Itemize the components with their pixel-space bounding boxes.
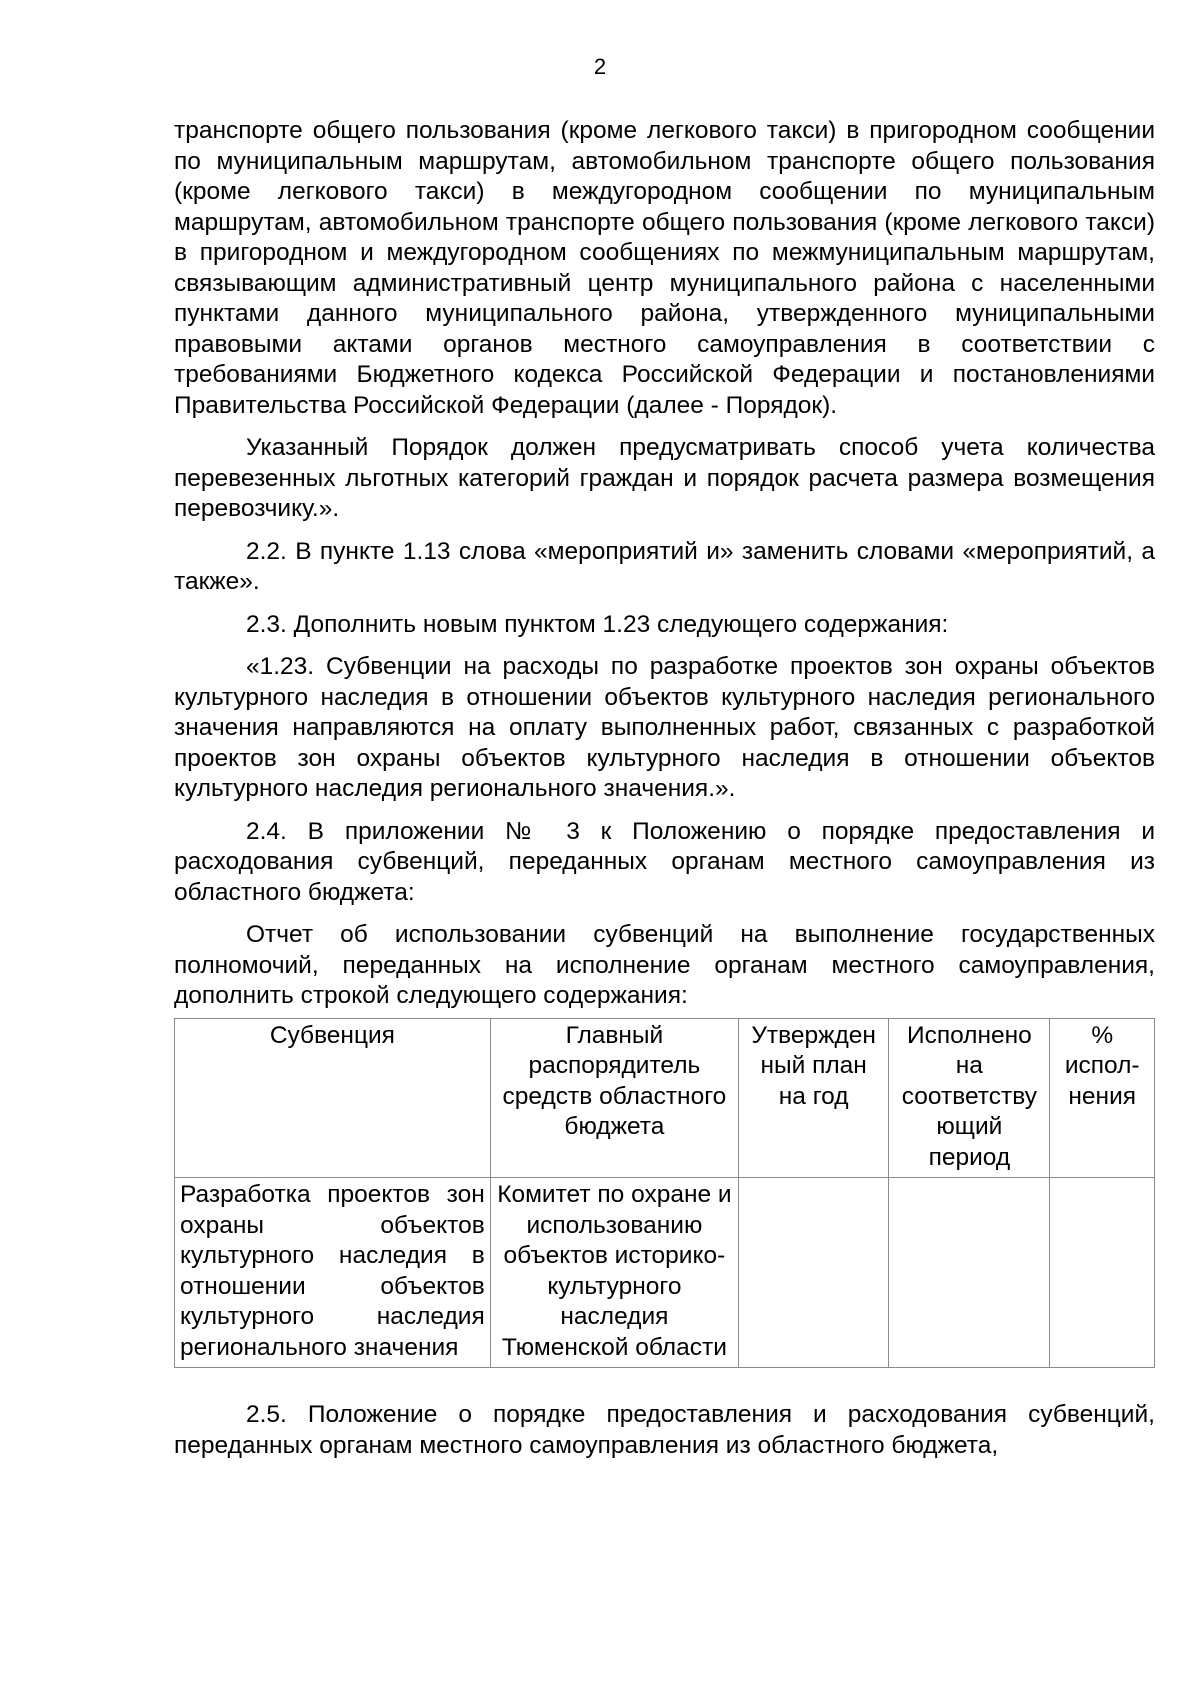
cell-main-manager: Комитет по охране и использованию объектов историко- культурного наследия Тюменской области [490, 1178, 738, 1368]
table-header-row [175, 1018, 1155, 1178]
document-body [174, 116, 1155, 1461]
paragraph-1-23: «1.23. Субвенции на расходы по разработке проектов зон охраны объектов культурного наследия в отношении объектов культурного наследия регионального значения направляются на оплату выполненных работ, связанных с разработкой проектов зон охраны объектов культурного наследия в отношении объектов культурного наследия регионального значения.». [174, 653, 1155, 802]
header-approved-plan: Утвержден ный план на год [739, 1018, 889, 1178]
header-percent: % испол- нения [1050, 1018, 1155, 1178]
paragraph-2-5: 2.5. Положение о порядке предоставления и расходования субвенций, переданных органам местного самоуправления из областного бюджета, [174, 1401, 1155, 1459]
paragraph-2-3: 2.3. Дополнить новым пунктом 1.23 следующего содержания: [246, 610, 949, 638]
header-subvention: Субвенция [175, 1018, 491, 1178]
page-number: 2 [593, 54, 607, 79]
paragraph-transport: транспорте общего пользования (кроме легкового такси) в пригородном сообщении по муниципальным маршрутам, автомобильном транспорте общего пользования (кроме легкового такси) в междугородном сообщении по муниципальным маршрутам, автомобильном транспорте общего пользования (кроме легкового такси) в пригородном и междугородном сообщениях по межмуниципальным маршрутам, связывающим административный центр муниципального района с населенными пунктами данного муниципального района, утвержденного муниципальными правовыми актами органов местного самоуправления в соответствии с требованиями Бюджетного кодекса Российской Федерации и постановлениями Правительства Российской Федерации (далее - Порядок). [174, 117, 1155, 419]
cell-subvention: Разработка проектов зон охраны объектов культурного наследия в отношении объектов культурного наследия регионального значения [175, 1178, 491, 1368]
paragraph-2-2: 2.2. В пункте 1.13 слова «мероприятий и» заменить словами «мероприятий, а также». [174, 537, 1155, 595]
table-row [175, 1178, 1155, 1368]
header-executed: Исполнено на соответству ющий период [889, 1018, 1050, 1178]
subvention-report-table [174, 1018, 1155, 1369]
paragraph-2-4: 2.4. В приложении № 3 к Положению о порядке предоставления и расходования субвенций, переданных органам местного самоуправления из областного бюджета: [174, 817, 1155, 906]
cell-executed [889, 1178, 1050, 1368]
cell-percent [1050, 1178, 1155, 1368]
cell-approved-plan [739, 1178, 889, 1368]
paragraph-order-note: Указанный Порядок должен предусматривать способ учета количества перевезенных льготных категорий граждан и порядок расчета размера возмещения перевозчику.». [174, 434, 1155, 522]
paragraph-report: Отчет об использовании субвенций на выполнение государственных полномочий, переданных на исполнение органам местного самоуправления, дополнить строкой следующего содержания: [174, 921, 1155, 1009]
header-main-manager: Главный распорядитель средств областного бюджета [490, 1018, 738, 1178]
